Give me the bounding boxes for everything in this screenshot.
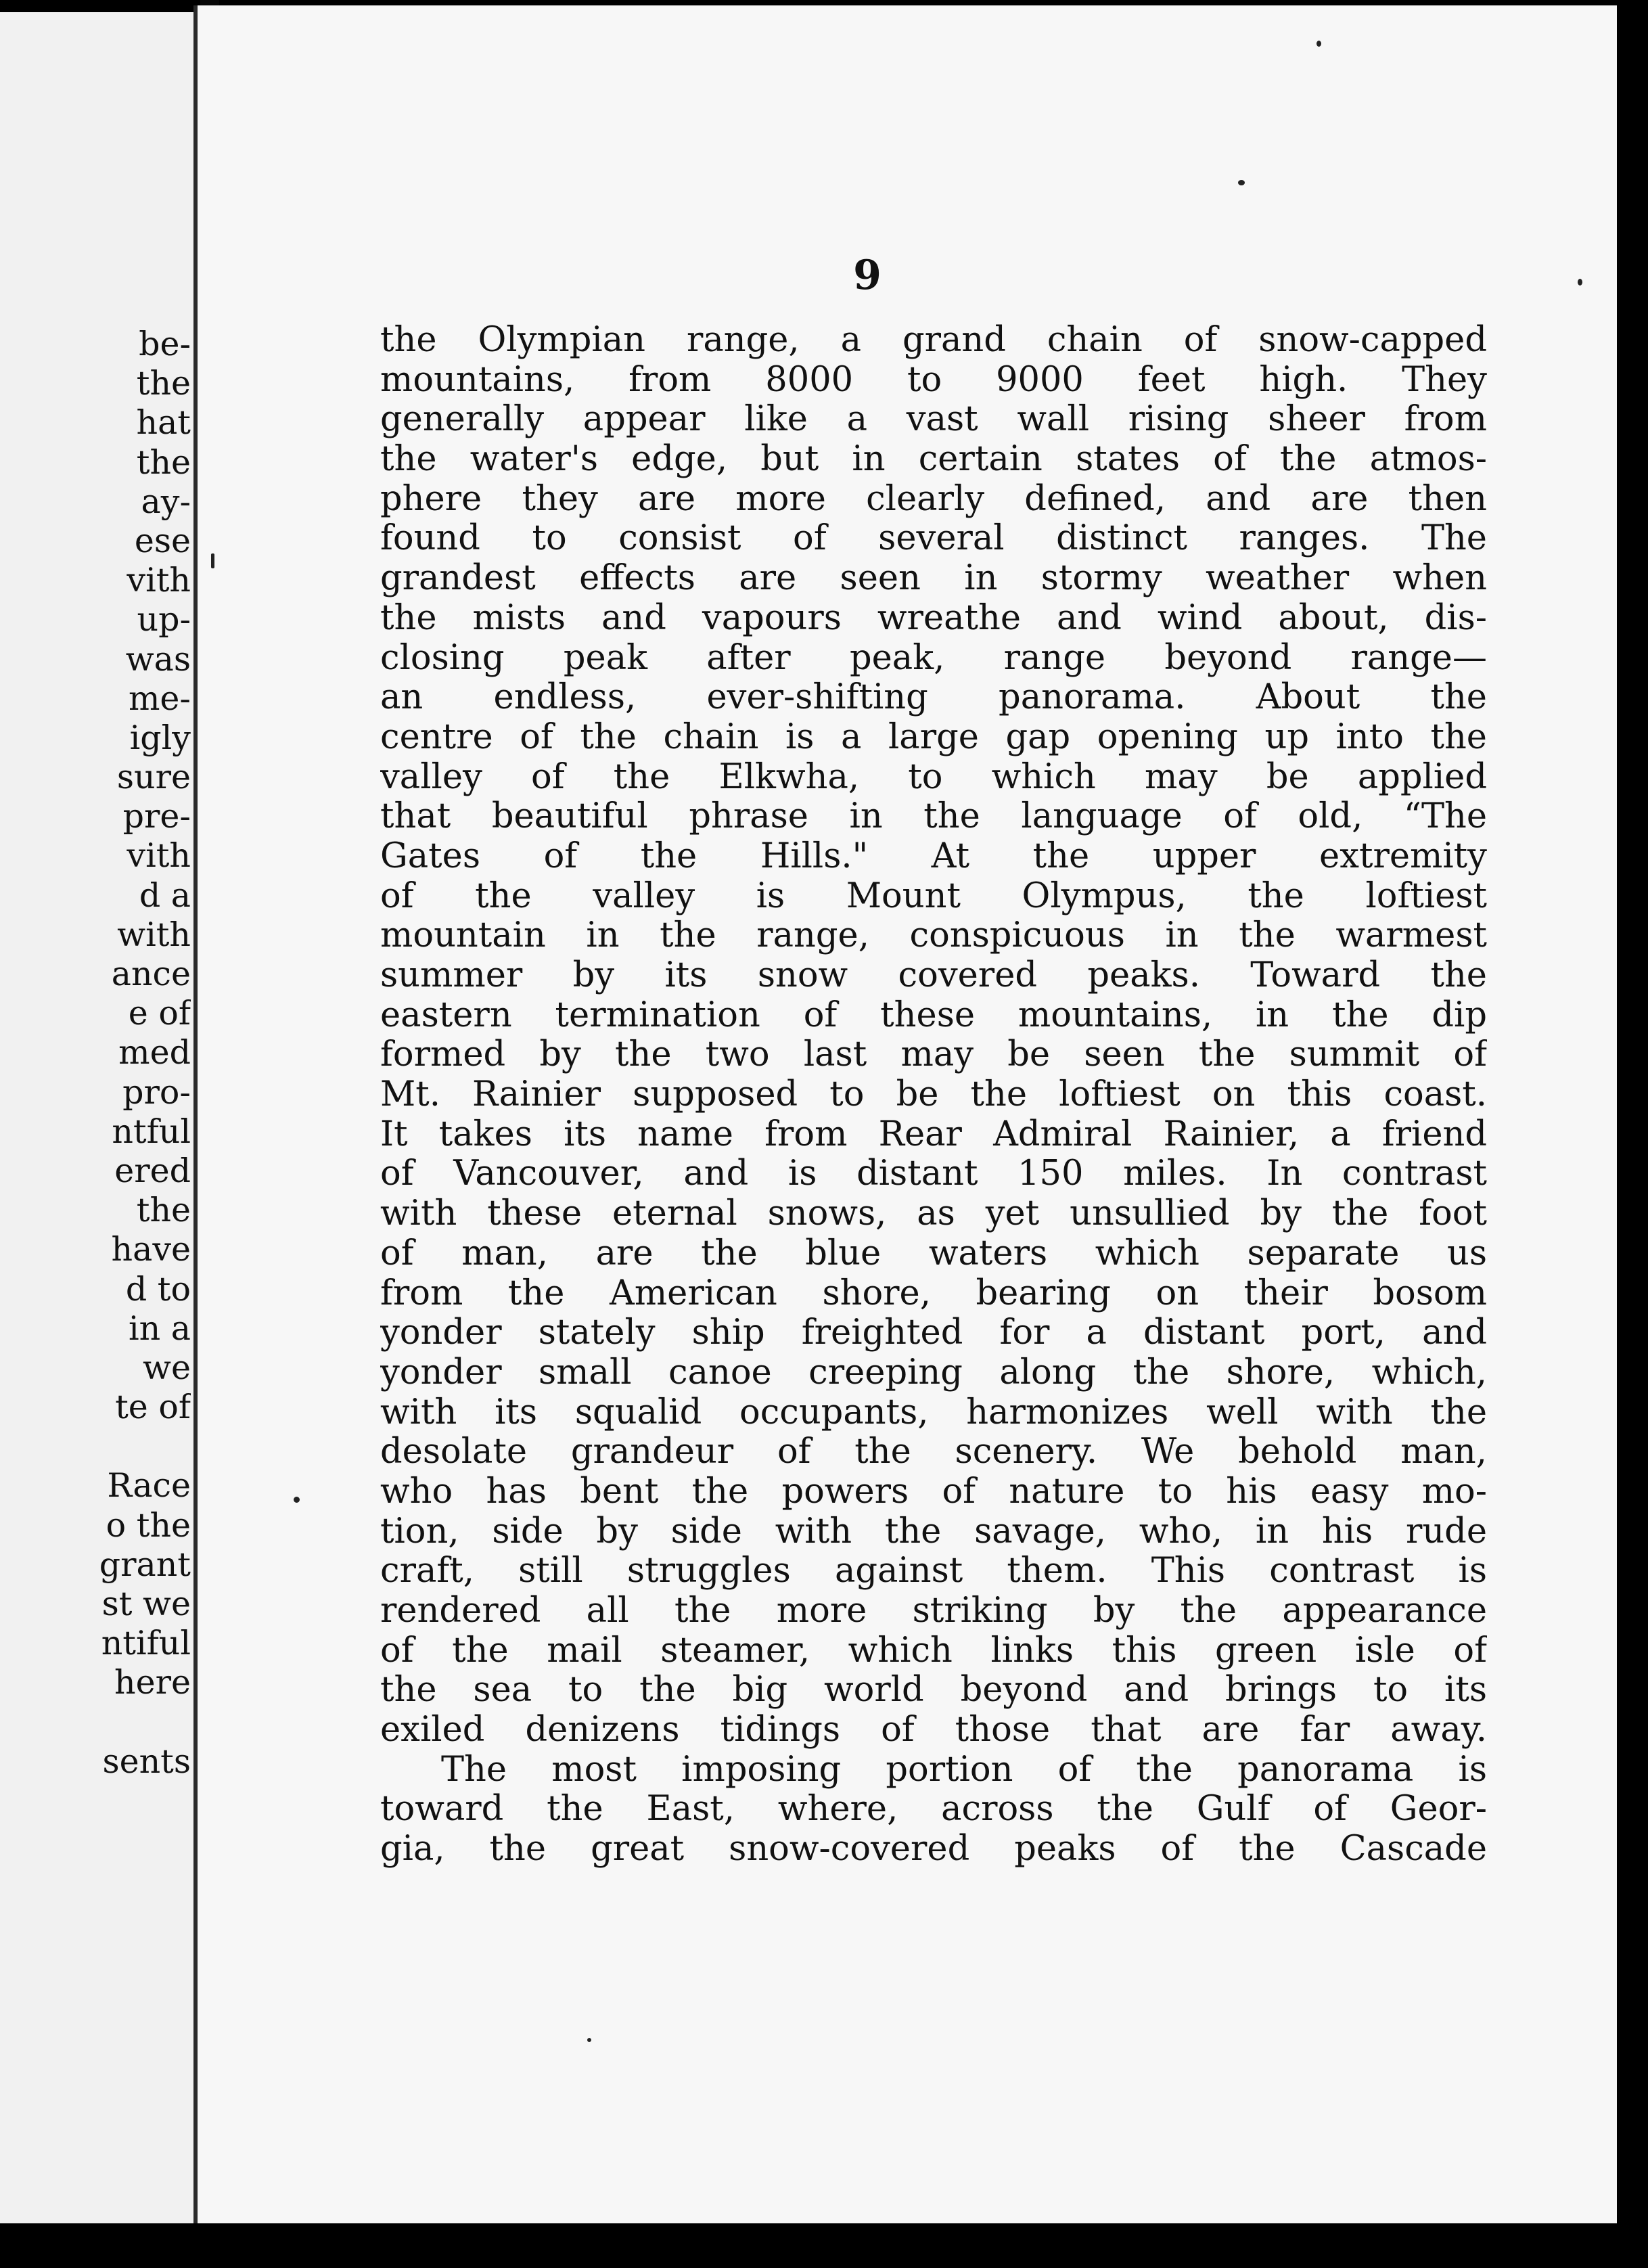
text-line: yonder stately ship freighted for a distant port, and — [380, 1313, 1487, 1353]
left-line: sure — [116, 758, 191, 797]
left-line: hat — [136, 403, 191, 443]
left-line: igly — [129, 718, 191, 757]
left-line: the — [136, 443, 191, 482]
left-line: ay- — [141, 482, 191, 521]
text-line: phere they are more clearly defined, and are then — [380, 479, 1487, 519]
left-line: d to — [125, 1269, 191, 1309]
left-line: o the — [106, 1505, 191, 1545]
text-line: closing peak after peak, range beyond range— — [380, 638, 1487, 678]
text-line: of man, are the blue waters which separate us — [380, 1233, 1487, 1273]
text-line: from the American shore, bearing on their bosom — [380, 1273, 1487, 1313]
text-line: rendered all the more striking by the appearance — [380, 1591, 1487, 1631]
left-line: the — [136, 364, 191, 403]
text-line: found to consist of several distinct ranges. The — [380, 519, 1487, 559]
text-line: that beautiful phrase in the language of old, “The — [380, 797, 1487, 837]
left-line: st we — [101, 1585, 191, 1623]
scan-speck — [211, 553, 214, 568]
text-line: exiled denizens tidings of those that are far away. — [380, 1710, 1487, 1750]
text-line: gia, the great snow-covered peaks of the Cascade — [380, 1830, 1487, 1869]
left-line: pro- — [122, 1072, 191, 1112]
text-line: The most imposing portion of the panorama is — [441, 1750, 1487, 1790]
text-line: craft, still struggles against them. This contrast is — [380, 1551, 1487, 1591]
scan-speck — [294, 1497, 300, 1503]
left-line: pre- — [122, 797, 191, 836]
text-line: mountain in the range, conspicuous in the warmest — [380, 916, 1487, 956]
text-line: of the valley is Mount Olympus, the loftiest — [380, 876, 1487, 916]
scan-speck — [587, 2038, 591, 2042]
left-line: ered — [114, 1151, 191, 1190]
text-line: of the mail steamer, which links this green isle of — [380, 1631, 1487, 1671]
scan-bottom-edge — [0, 2223, 1648, 2268]
text-line: an endless, ever-shifting panorama. About the — [380, 678, 1487, 718]
text-line: centre of the chain is a large gap opening up into the — [380, 717, 1487, 757]
left-line: me- — [128, 679, 191, 718]
text-line: toward the East, where, across the Gulf of Geor- — [380, 1790, 1487, 1830]
left-line: the — [136, 1191, 191, 1230]
scan-right-edge — [1617, 0, 1648, 2268]
left-page-fragment — [0, 12, 204, 2223]
text-line: yonder small canoe creeping along the shore, which, — [380, 1353, 1487, 1392]
left-line: ntful — [112, 1112, 191, 1151]
left-line — [15, 1703, 191, 1742]
scan-speck — [1238, 180, 1245, 185]
left-line: we — [143, 1348, 191, 1387]
left-line: was — [125, 639, 191, 679]
left-line: grant — [99, 1545, 191, 1584]
text-line: the water's edge, but in certain states of the atmos- — [380, 440, 1487, 480]
left-line: sents — [102, 1742, 191, 1781]
text-line: the Olympian range, a grand chain of snow-capped — [380, 321, 1487, 360]
text-line: generally appear like a vast wall rising sheer from — [380, 400, 1487, 440]
scan-speck — [1317, 41, 1321, 47]
text-line: It takes its name from Rear Admiral Rainier, a friend — [380, 1114, 1487, 1154]
left-line: vith — [127, 561, 191, 600]
left-line: vith — [127, 836, 191, 876]
text-line: the mists and vapours wreathe and wind about, dis- — [380, 598, 1487, 638]
text-line: grandest effects are seen in stormy weather when — [380, 559, 1487, 599]
text-line: of Vancouver, and is distant 150 miles. In contrast — [380, 1154, 1487, 1194]
left-line: ntiful — [101, 1624, 191, 1663]
left-page-text — [15, 325, 191, 1782]
left-line: have — [111, 1230, 191, 1269]
left-line: be- — [139, 325, 191, 363]
text-line: formed by the two last may be seen the summit of — [380, 1035, 1487, 1075]
text-line: tion, side by side with the savage, who, in his rude — [380, 1512, 1487, 1551]
scan-speck — [1578, 279, 1582, 286]
left-line — [15, 1427, 191, 1466]
text-line: Gates of the Hills." At the upper extremity — [380, 836, 1487, 876]
left-line: up- — [137, 600, 191, 639]
text-line: who has bent the powers of nature to his easy mo- — [380, 1472, 1487, 1512]
left-line: d a — [139, 876, 191, 915]
text-line: mountains, from 8000 to 9000 feet high. They — [380, 360, 1487, 400]
text-line: valley of the Elkwha, to which may be applied — [380, 757, 1487, 797]
text-line: with these eternal snows, as yet unsullied by the foot — [380, 1194, 1487, 1234]
text-line: eastern termination of these mountains, in the dip — [380, 995, 1487, 1035]
left-line: Race — [107, 1466, 191, 1505]
body-paragraphs — [380, 321, 1487, 1869]
left-line: med — [118, 1033, 191, 1072]
text-line: the sea to the big world beyond and brings to its — [380, 1671, 1487, 1710]
text-line: with its squalid occupants, harmonizes well with the — [380, 1392, 1487, 1432]
left-line: e of — [128, 994, 191, 1033]
main-page — [193, 5, 1621, 2223]
text-line: summer by its snow covered peaks. Toward the — [380, 956, 1487, 995]
text-line: desolate grandeur of the scenery. We behold man, — [380, 1432, 1487, 1472]
left-line: with — [117, 915, 191, 954]
text-line: Mt. Rainier supposed to be the loftiest on this coast. — [380, 1075, 1487, 1115]
left-line: te of — [115, 1388, 191, 1427]
left-line: ese — [134, 521, 191, 560]
left-line: ance — [111, 955, 191, 993]
page-number: 9 — [853, 252, 882, 299]
left-line: in a — [128, 1309, 191, 1348]
left-line: here — [114, 1663, 191, 1702]
